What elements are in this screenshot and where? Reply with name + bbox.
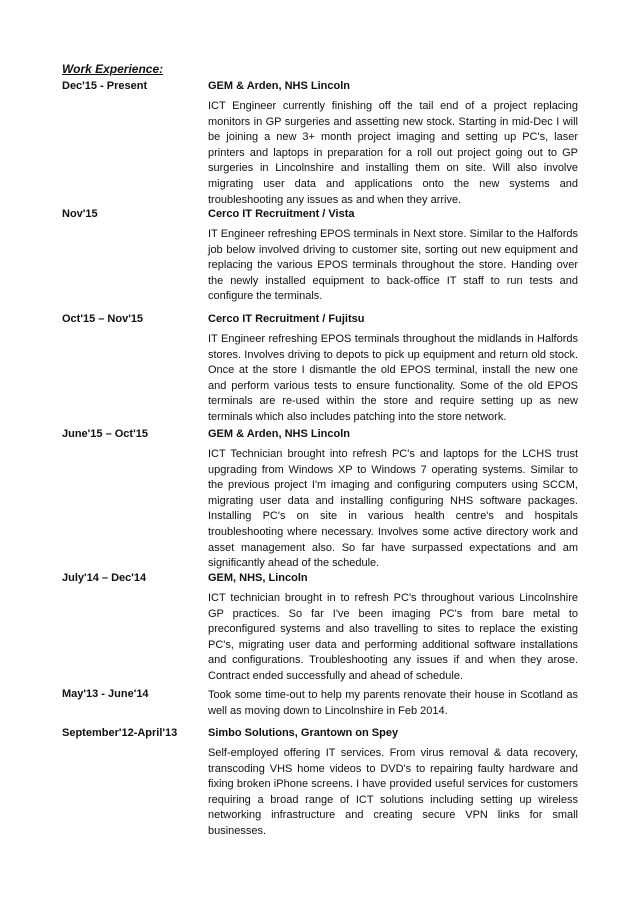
job-date: Dec'15 - Present	[62, 80, 148, 92]
job-employer: Cerco IT Recruitment / Vista	[208, 208, 355, 220]
job-date: July'14 – Dec'14	[62, 572, 147, 584]
job-description: IT Engineer refreshing EPOS terminals in Next store. Similar to the Halfords job below involved driving to customer site, sorting out new equipment and replacing the various EPOS terminals throughout the store. Handing over the newly installed equipment to back-office IT staff to run tests and configure the terminals.	[208, 228, 578, 303]
job-employer: GEM & Arden, NHS Lincoln	[208, 80, 350, 92]
job-date: Oct'15 – Nov'15	[62, 313, 144, 325]
job-employer: Cerco IT Recruitment / Fujitsu	[208, 313, 365, 325]
job-description: IT Engineer refreshing EPOS terminals throughout the midlands in Halfords stores. Involves driving to depots to pick up equipment and return old stock. Once at the store I dismantle the old EPOS terminal, install the new one and perform various tests to ensure functionality. Some of the old EPOS terminals are re-used within the store and require setting up as new terminals which also includes patching into the store network.	[208, 333, 578, 423]
job-description: ICT Technician brought into refresh PC's and laptops for the LCHS trust upgrading from Windows XP to Windows 7 operating systems. Similar to the previous project I'm imaging and configuring computers using SCCM, migrating user data and installing configuring NHS software packages. Installing PC's on site in various health centre's and hospitals troubleshooting where necessary. Involves some active directory work and asset management also. So far have surpassed expectations and am significantly ahead of the schedule.	[208, 448, 578, 570]
job-description: ICT Engineer currently finishing off the tail end of a project replacing monitors in GP surgeries and assetting new stock. Starting in mid-Dec I will be joining a new 3+ month project imaging and setting up PC's, laser printers and laptops in preparation for a roll out project going out to GP surgeries in Lincolnshire and installing them on site. Will also involve migrating user data and applications onto the new systems and troubleshooting any issues as and when they arrive.	[208, 100, 578, 206]
job-employer: GEM & Arden, NHS Lincoln	[208, 428, 350, 440]
job-description: Took some time-out to help my parents renovate their house in Scotland as well as moving down to Lincolnshire in Feb 2014.	[208, 689, 578, 717]
job-date: September'12-April'13	[62, 727, 178, 739]
job-description: Self-employed offering IT services. From virus removal & data recovery, transcoding VHS home videos to DVD's to repairing faulty hardware and fixing broken iPhone screens. I have provided useful services for customers requiring a broad range of ICT solutions including setting up wireless networking infrastructure and creating secure VPN links for small businesses.	[208, 747, 578, 837]
section-title: Work Experience:	[62, 62, 164, 76]
job-date: May'13 - June'14	[62, 688, 149, 700]
job-employer: Simbo Solutions, Grantown on Spey	[208, 727, 399, 739]
job-date: June'15 – Oct'15	[62, 428, 148, 440]
job-date: Nov'15	[62, 208, 98, 220]
job-employer: GEM, NHS, Lincoln	[208, 572, 308, 584]
job-description: ICT technician brought in to refresh PC's throughout various Lincolnshire GP practices. So far I've been imaging PC's from bare metal to preconfigured systems and also travelling to sites to replace the existing PC's, migrating user data and performing additional software installations and configurations. Troubleshooting any issues if and when they arose. Contract ended successfully and ahead of schedule.	[208, 592, 578, 682]
